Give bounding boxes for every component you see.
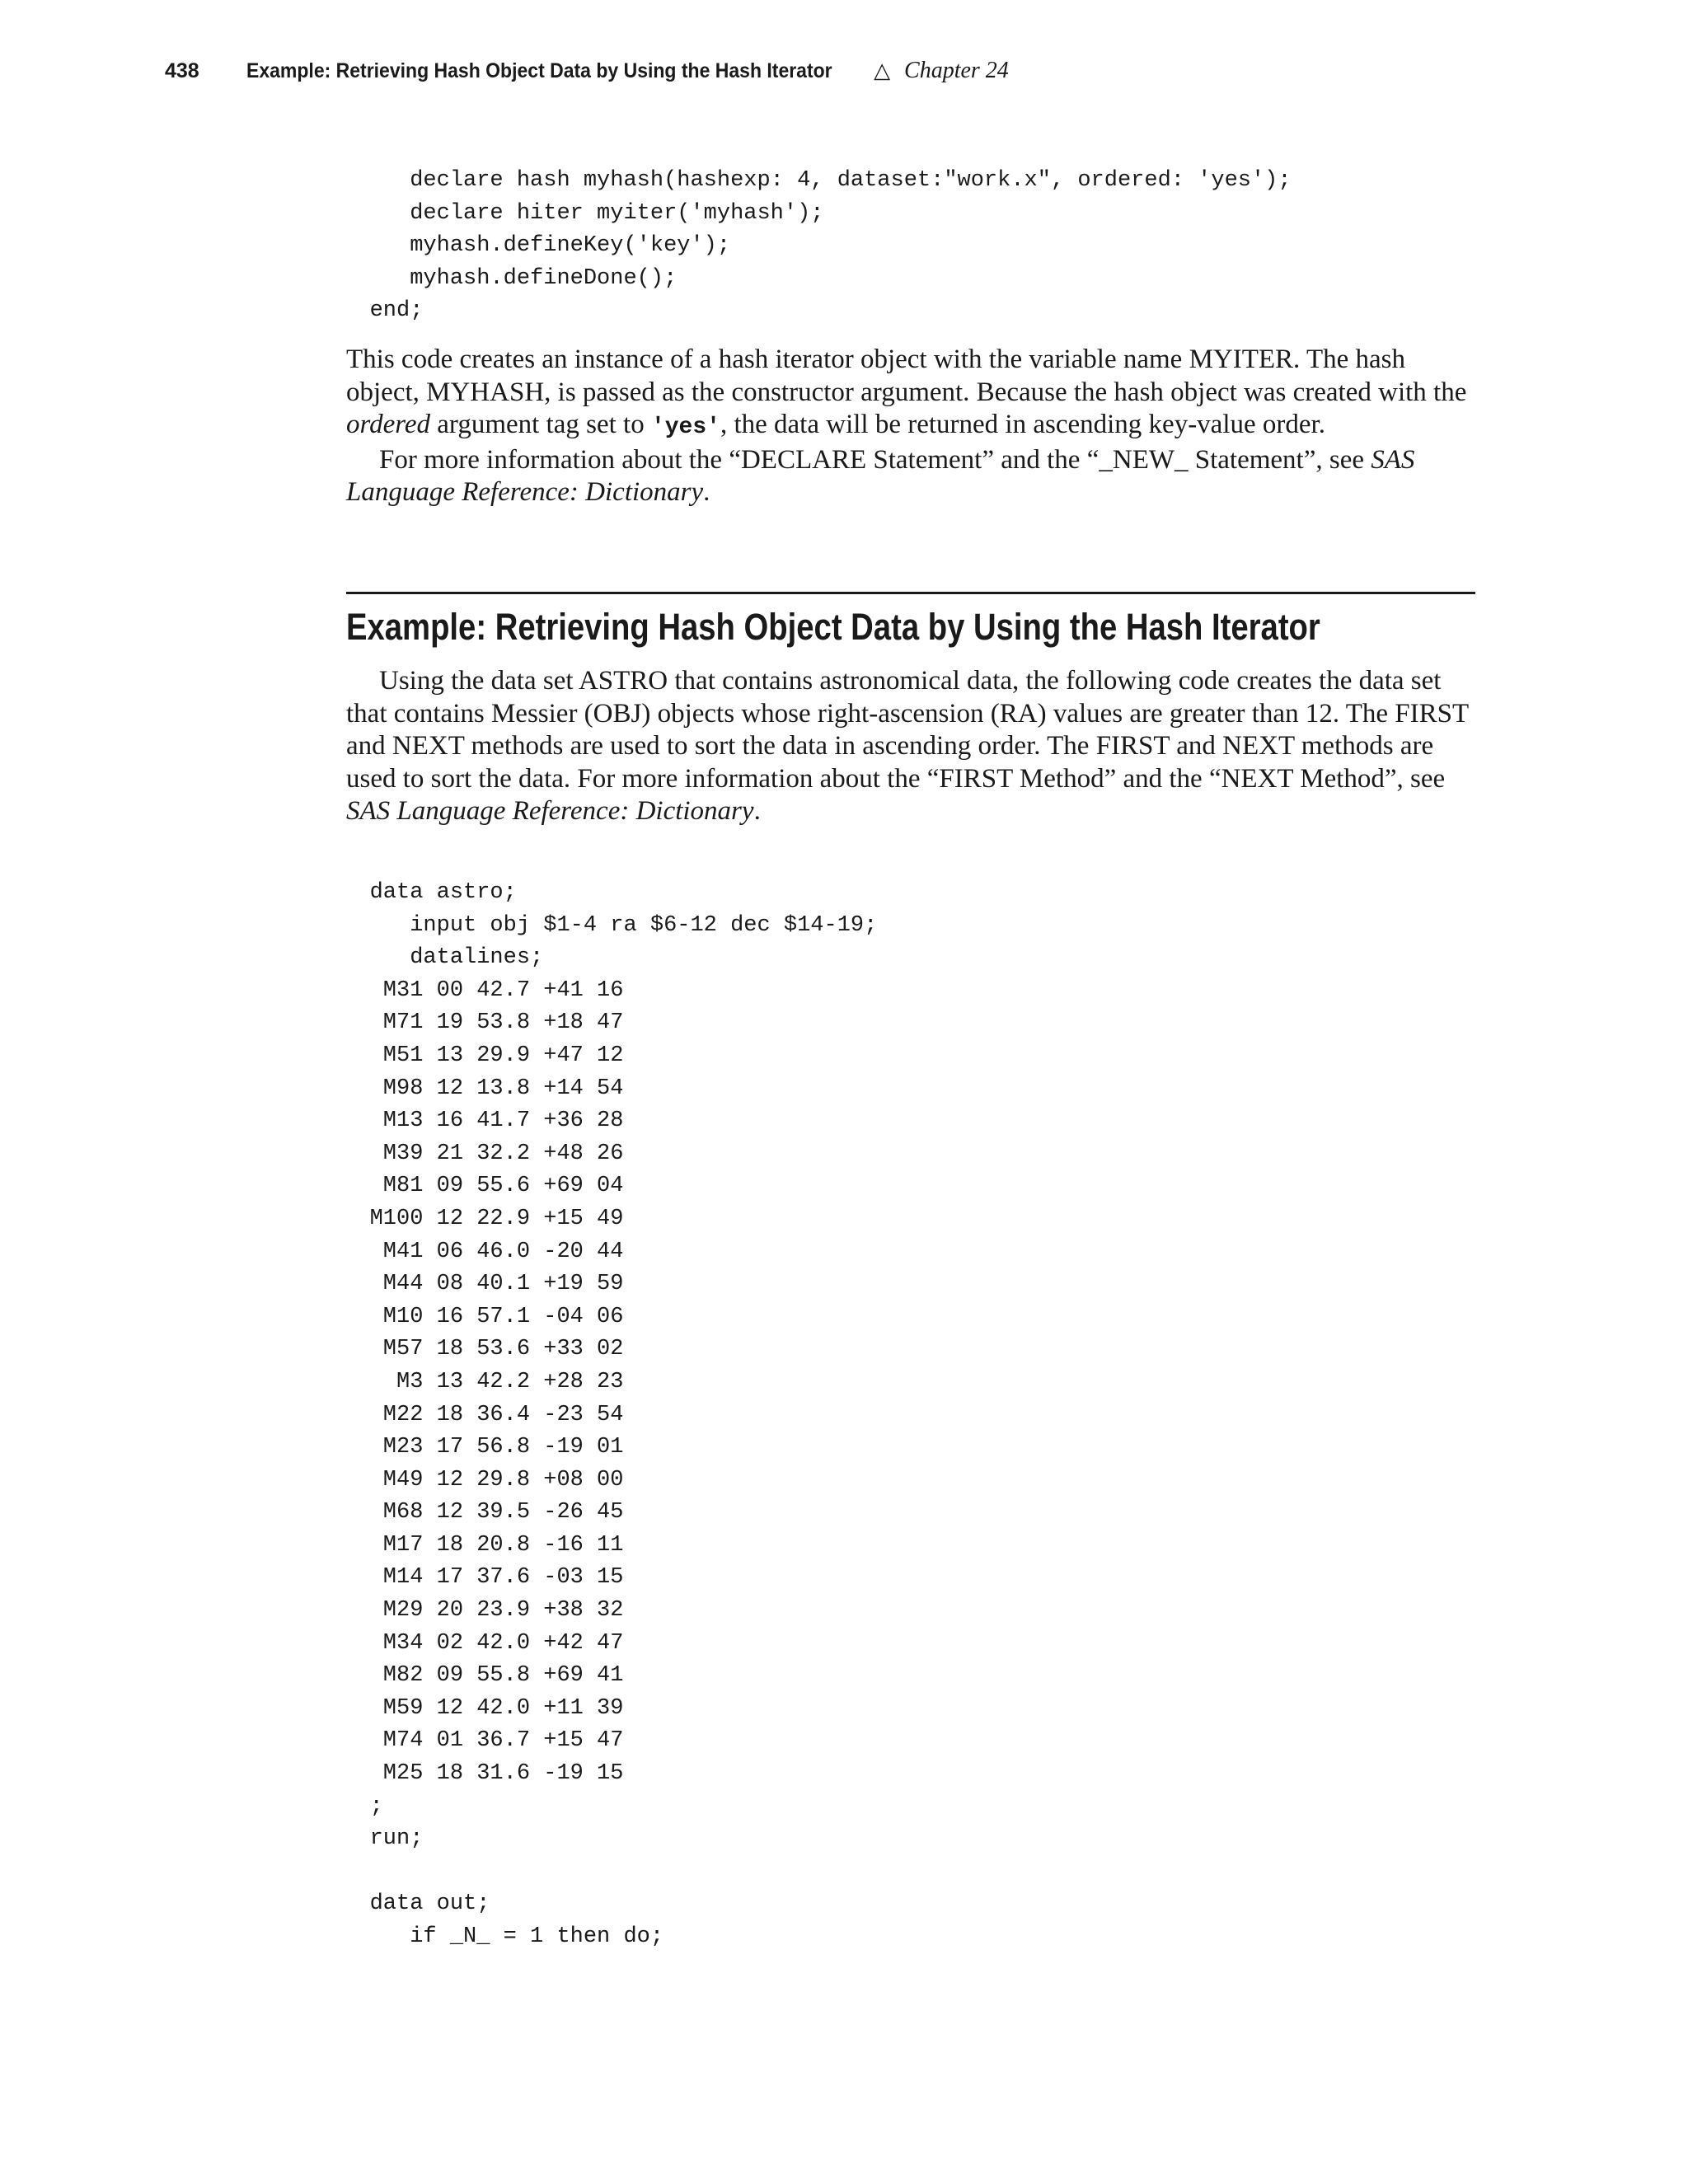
book-reference: SAS Language Reference: Dictionary [346,796,754,826]
paragraph-iterator-description [346,344,1475,444]
section-title: Example: Retrieving Hash Object Data by Using the Hash Iterator [346,606,1320,648]
emphasis: ordered [346,410,431,439]
chapter-label: Chapter 24 [904,58,1009,83]
page-number: 438 [165,59,199,82]
body-text-top [346,344,1475,509]
code-block-astro: data astro; input obj $1-4 ra $6-12 dec $14-19; datalines; M31 00 42.7 +41 16 M71 19 53.8 +18 47 M51 13 29.9 +47 12 M98 12 13.8 +14 54 M13 16 41.7 +36 28 M39 21 32.2 +48 26 M81 09 55.6 +69 04 M100 12 22.9 +15 49 M41 06 46.0 -20 44 M44 08 40.1 +19 59 M10 16 57.1 -04 06 M57 18 53.6 +33 02 M3 13 42.2 +28 23 M22 18 36.4 -23 54 M23 17 56.8 -19 01 M49 12 29.8 +08 00 M68 12 39.5 -26 45 M17 18 20.8 -16 11 M14 17 37.6 -03 15 M29 20 23.9 +38 32 M34 02 42.0 +42 47 M82 09 55.8 +69 41 M59 12 42.0 +11 39 M74 01 36.7 +15 47 M25 18 31.6 -19 15 ; run; data out; if _N_ = 1 then do; [369,880,878,1949]
text: , the data will be returned in ascending key-value order. [720,410,1325,439]
text: Using the data set ASTRO that contains astronomical data, the following code creates the data set that contains Messier (OBJ) objects whose right-ascension (RA) values are greater than 12. The FIRST and NEXT methods are used to sort the data in ascending order. The FIRST and NEXT methods are used to sort the data. For more information about the “FIRST Method” and the “NEXT Method”, see [346,666,1469,794]
paragraph-astro-description [346,665,1475,828]
body-text-section [346,665,1475,828]
book-reference: SAS Language Reference: Dictionary [346,444,1415,507]
inline-code: 'yes' [650,415,720,440]
text: . [703,477,710,507]
running-header [165,58,1523,84]
text: argument tag set to [430,410,651,439]
text: . [753,796,761,826]
text: For more information about the “DECLARE Statement” and the “_NEW_ Statement”, see [379,444,1372,475]
section-divider [346,592,1475,594]
paragraph-more-info [346,444,1475,509]
code-block-top: declare hash myhash(hashexp: 4, dataset:"work.x", ordered: 'yes'); declare hiter myiter('myhash'); myhash.defineKey('key'); myhash.defineDone(); end; [369,168,1292,324]
text: This code creates an instance of a hash iterator object with the variable name MYITER. The hash object, MYHASH, is passed as the constructor argument. Because the hash object was created with the [346,344,1467,407]
triangle-icon: △ [874,58,891,82]
running-title: Example: Retrieving Hash Object Data by Using the Hash Iterator [246,59,832,82]
